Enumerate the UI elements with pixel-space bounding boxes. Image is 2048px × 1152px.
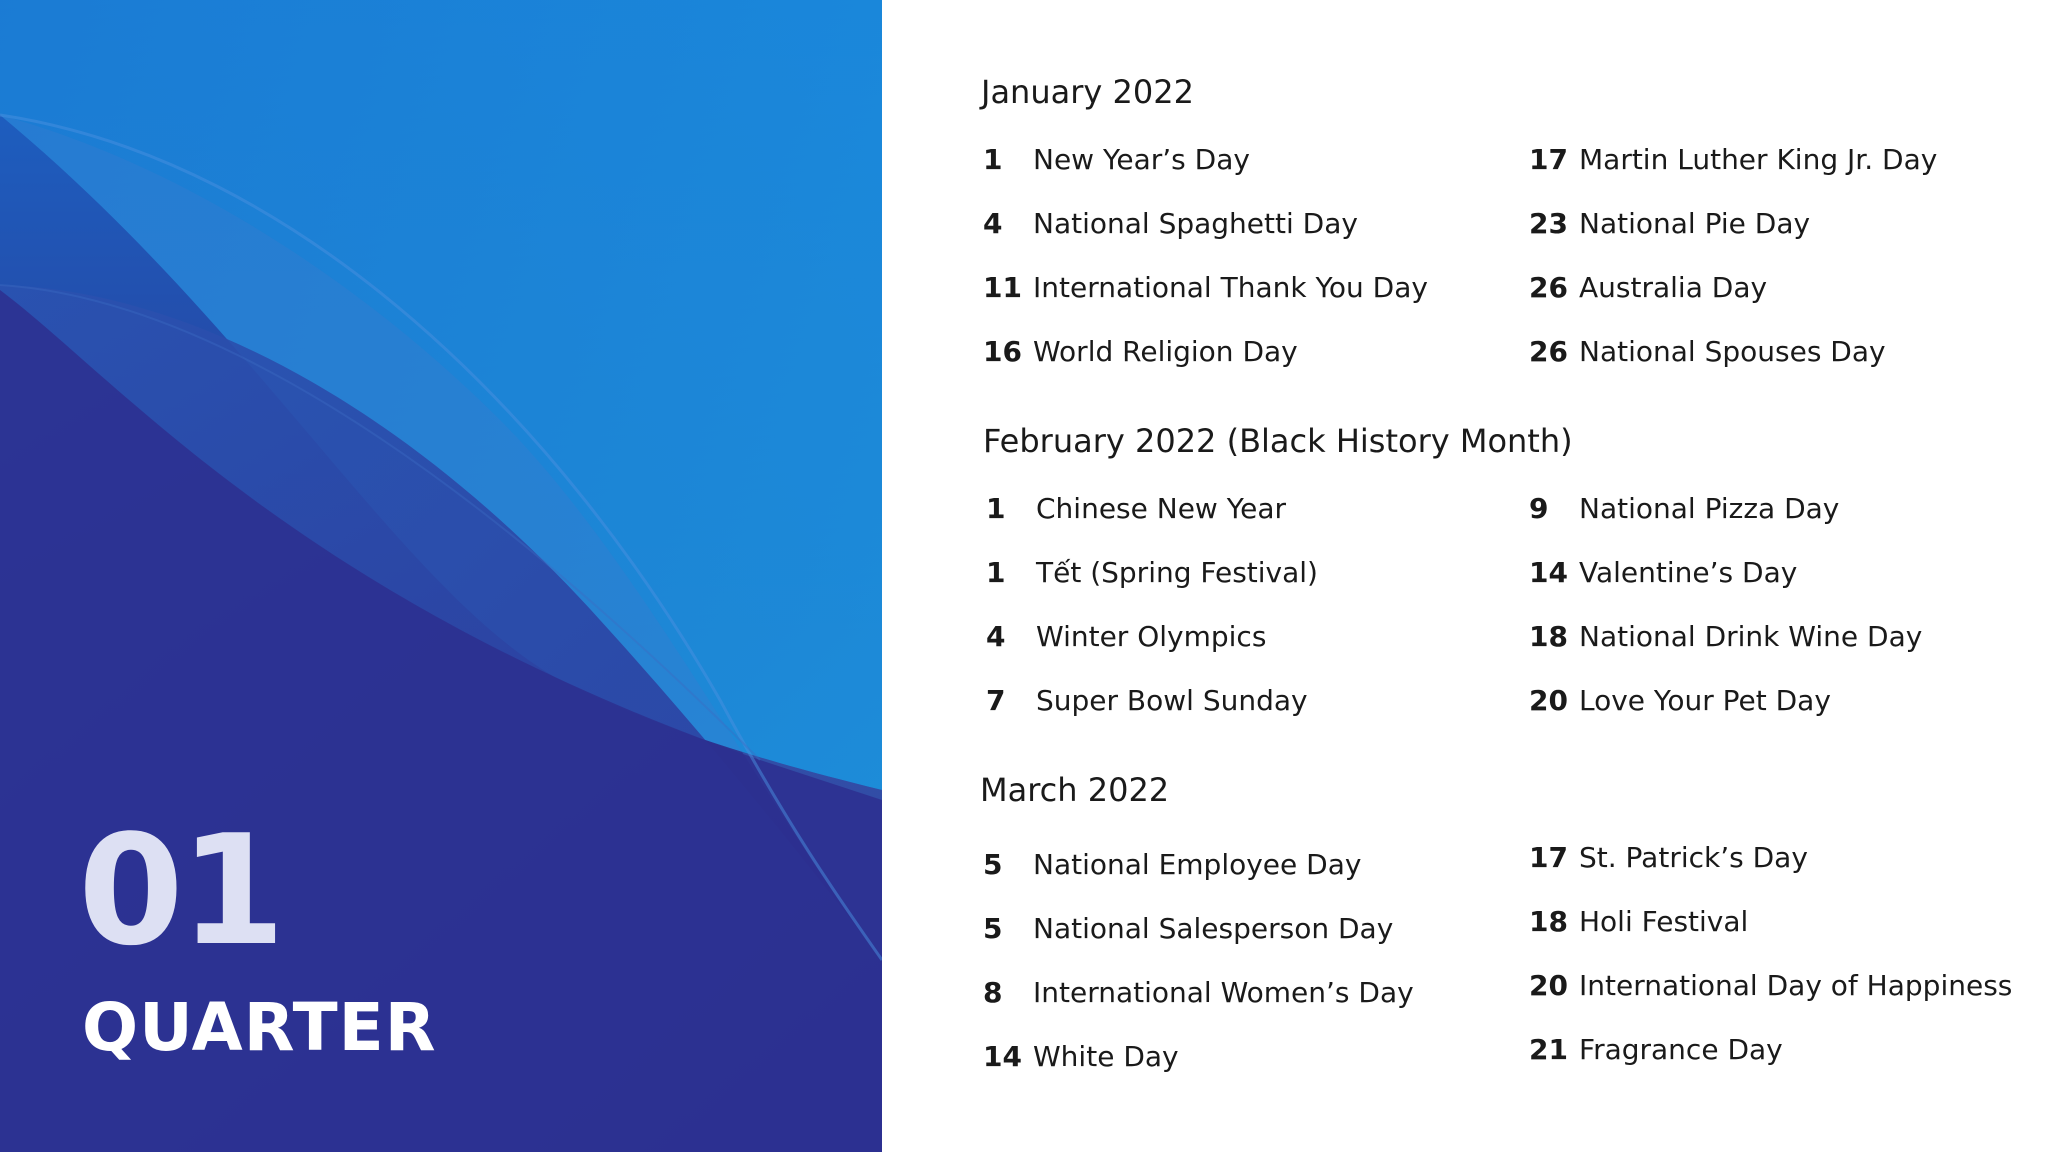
- event-day: 1: [983, 143, 1003, 176]
- event-day: 17: [1529, 841, 1568, 874]
- event-name: Super Bowl Sunday: [1036, 684, 1308, 717]
- event-day: 7: [986, 684, 1006, 717]
- event-name: Valentine’s Day: [1579, 556, 1798, 589]
- event-day: 20: [1529, 684, 1568, 717]
- event-name: International Thank You Day: [1033, 271, 1428, 304]
- event-day: 4: [986, 620, 1006, 653]
- event-name: World Religion Day: [1033, 335, 1298, 368]
- event-name: New Year’s Day: [1033, 143, 1250, 176]
- event-name: Holi Festival: [1579, 905, 1749, 938]
- event-name: National Spaghetti Day: [1033, 207, 1358, 240]
- event-name: National Pie Day: [1579, 207, 1811, 240]
- event-name: Australia Day: [1579, 271, 1768, 304]
- event-name: National Pizza Day: [1579, 492, 1840, 525]
- event-day: 1: [986, 492, 1006, 525]
- wave-background-graphic: [0, 0, 882, 1152]
- month-title-january: January 2022: [981, 73, 1194, 111]
- event-name: Martin Luther King Jr. Day: [1579, 143, 1938, 176]
- event-day: 20: [1529, 969, 1568, 1002]
- event-day: 26: [1529, 271, 1568, 304]
- event-day: 18: [1529, 905, 1568, 938]
- event-day: 17: [1529, 143, 1568, 176]
- event-name: Love Your Pet Day: [1579, 684, 1831, 717]
- event-day: 14: [1529, 556, 1568, 589]
- event-day: 16: [983, 335, 1022, 368]
- event-day: 5: [983, 848, 1003, 881]
- event-day: 18: [1529, 620, 1568, 653]
- month-title-march: March 2022: [980, 771, 1170, 809]
- event-name: National Employee Day: [1033, 848, 1362, 881]
- event-day: 23: [1529, 207, 1568, 240]
- event-name: Fragrance Day: [1579, 1033, 1783, 1066]
- event-name: Tết (Spring Festival): [1036, 556, 1318, 589]
- event-day: 1: [986, 556, 1006, 589]
- event-name: Chinese New Year: [1036, 492, 1287, 525]
- event-name: National Salesperson Day: [1033, 912, 1394, 945]
- event-name: International Women’s Day: [1033, 976, 1414, 1009]
- event-name: St. Patrick’s Day: [1579, 841, 1808, 874]
- event-day: 26: [1529, 335, 1568, 368]
- event-day: 8: [983, 976, 1003, 1009]
- event-day: 9: [1529, 492, 1549, 525]
- event-day: 14: [983, 1040, 1022, 1073]
- event-name: International Day of Happiness: [1579, 969, 2013, 1002]
- event-name: National Drink Wine Day: [1579, 620, 1923, 653]
- event-day: 11: [983, 271, 1022, 304]
- quarter-cover-panel: [0, 0, 882, 1152]
- event-name: National Spouses Day: [1579, 335, 1886, 368]
- month-title-february: February 2022 (Black History Month): [983, 422, 1573, 460]
- event-name: Winter Olympics: [1036, 620, 1267, 653]
- event-day: 5: [983, 912, 1003, 945]
- event-name: White Day: [1033, 1040, 1179, 1073]
- event-day: 21: [1529, 1033, 1568, 1066]
- quarter-label: QUARTER: [82, 989, 437, 1066]
- event-day: 4: [983, 207, 1003, 240]
- quarter-number: 01: [78, 802, 282, 979]
